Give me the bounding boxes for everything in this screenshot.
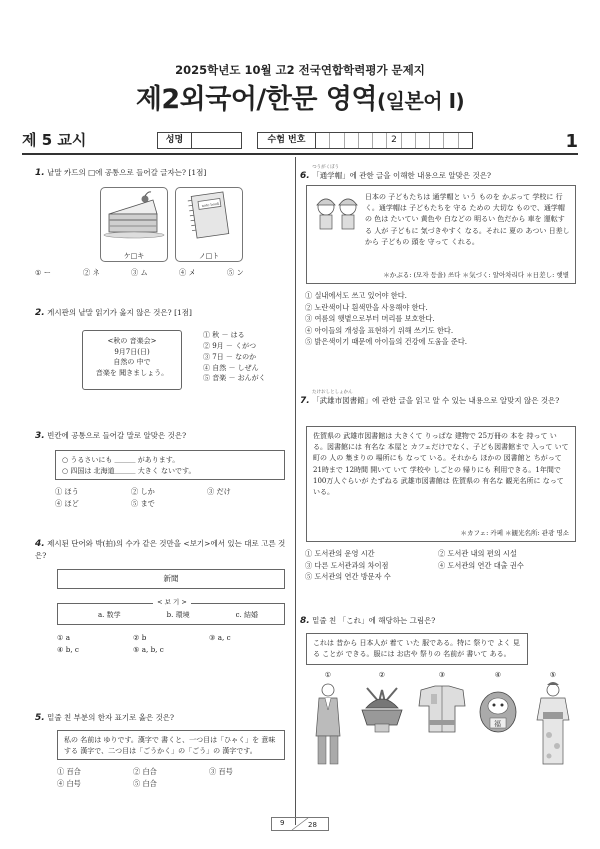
bogi-item: c. 結婚 (235, 611, 258, 619)
kimono-figure-icon (529, 680, 577, 768)
session-label: 제 5 교시 (22, 131, 87, 149)
number-cell[interactable] (444, 133, 458, 148)
option[interactable]: ① 百合 (57, 767, 81, 776)
option[interactable]: ② ネ (83, 268, 100, 277)
number-cell[interactable] (359, 133, 373, 148)
name-input-area[interactable] (192, 133, 241, 148)
option[interactable]: ③ 7日 － なのか (203, 352, 257, 361)
question-2 (35, 307, 285, 320)
number-cell[interactable] (402, 133, 416, 148)
number-cell[interactable] (330, 133, 344, 148)
notebook-icon (176, 188, 242, 240)
option-label: ⑤ (549, 670, 557, 679)
question-text: 밑줄 친 「これ」에 해당하는 그림은? (312, 616, 436, 625)
question-number: 7. (300, 396, 310, 406)
picture-option-5[interactable] (529, 670, 577, 772)
question-6 (300, 165, 578, 183)
option[interactable]: ③ ム (131, 268, 148, 277)
question-number: 2. (35, 308, 45, 318)
option[interactable]: ③ 다른 도서관과의 차이점 (305, 560, 389, 570)
word-card-notebook (175, 187, 243, 262)
question-8 (300, 615, 578, 628)
number-cell[interactable] (459, 133, 472, 148)
notice-line: 音楽を 聞きましょう。 (95, 368, 169, 377)
q5-text-box: 私の 名前は ゆりです。漢字で 書くと、一つ目は「ひゃく」を 意味する 漢字で、二つ目は「ごうかく」の「ごう」の 漢字です。 (57, 730, 285, 760)
bogi-box (57, 598, 285, 625)
question-number: 6. (300, 171, 310, 181)
option[interactable]: ③ だけ (207, 487, 231, 496)
option[interactable]: ⑤ 音楽 － おんがく (203, 374, 266, 383)
option[interactable]: ③ a, c (209, 633, 231, 642)
option[interactable]: ④ 아이들의 개성을 표현하기 위해 쓰기도 한다. (305, 325, 454, 335)
options-q4 (57, 632, 287, 656)
notice-board (82, 330, 182, 390)
number-cell[interactable] (373, 133, 387, 148)
children-hats-icon (313, 192, 361, 234)
current-page: 9 (280, 819, 285, 827)
total-pages: 28 (308, 821, 317, 829)
question-text: 밑줄 친 부분의 한자 표기로 옳은 것은? (47, 713, 175, 722)
question-4 (35, 538, 287, 562)
question-1 (35, 167, 285, 180)
subject-main: 제2외국어/한문 영역 (135, 84, 378, 115)
exam-number-label: 수험 번호 (258, 133, 316, 148)
option[interactable]: ② 9月 － くがつ (203, 341, 257, 350)
number-cell[interactable] (316, 133, 330, 148)
q7-passage: 佐賀県の 武雄市図書館は 大きくて りっぱな 建物で 25万冊の 本を 持って いる。図書館には 有名な 本屋と カフェだけでなく、子ども図書館まで 入って いて 町の 人の 集まりの 場所にも なって いる。それから ほかの 図書館と ちがって 21時まで 12時間 開いて いて 学校や しごとの 帰りにも 利用できる。1年間で 100万人ぐらいが たずねる 武雄市図書館は 佐賀県の 有名な 観光名所に なって いる。 (313, 432, 569, 496)
name-label: 성명 (158, 133, 192, 148)
card-label: ケ□キ (123, 252, 145, 261)
option[interactable]: ⑤ 밝은색이기 때문에 아이들의 건강에 도움을 준다. (305, 337, 468, 347)
page-number: 1 (565, 131, 578, 152)
suit-figure-icon (305, 680, 351, 768)
question-5 (35, 712, 285, 725)
option-label: ③ (438, 670, 446, 679)
q3-sentence-box (55, 450, 285, 480)
question-number: 4. (35, 539, 45, 549)
option[interactable]: ② 도서관 내의 편의 시설 (438, 549, 517, 558)
question-number: 1. (35, 168, 45, 178)
word-box: 新聞 (57, 569, 285, 589)
bogi-item: b. 環境 (166, 611, 190, 619)
sentence: ○ うるさいにも ＿＿＿ があります。 (62, 456, 180, 464)
cake-icon (101, 188, 167, 240)
notice-line: 9月7日(日) (114, 347, 150, 356)
option-label: ② (378, 670, 386, 679)
q8-passage-box: これは 昔から 日本人が 着て いた 服である。特に 祭りで よく 見る ことが できる。服には お店や 祭りの 名前が 書いて ある。 (306, 633, 528, 665)
picture-option-2[interactable] (357, 670, 407, 744)
option-label: ④ (494, 670, 502, 679)
options-q3 (55, 486, 285, 510)
option[interactable]: ⑤ ン (227, 268, 244, 277)
question-3 (35, 430, 285, 443)
option[interactable]: ⑤ a, b, c (133, 645, 164, 655)
picture-option-3[interactable] (415, 670, 469, 744)
subject-sub: (일본어 Ⅰ) (377, 89, 465, 113)
number-cell[interactable] (345, 133, 359, 148)
question-text: 제시된 단어와 박(拍)의 수가 같은 것만을 <보기>에서 있는 대로 고른 것은? (35, 539, 286, 561)
option[interactable]: ① 도서관의 운영 시간 (305, 549, 375, 558)
subject-title (0, 80, 600, 119)
picture-option-4[interactable] (473, 670, 523, 744)
notice-line: 自然の 中で (113, 358, 151, 366)
option[interactable]: ② 노란색이나 흰색만을 사용해야 한다. (305, 302, 428, 312)
daruma-character: 福 (494, 720, 501, 729)
option[interactable]: ④ b, c (57, 645, 79, 655)
question-text: 「通学帽」에 관한 글을 이해한 내용으로 알맞은 것은? (312, 171, 492, 180)
bogi-item: a. 数学 (98, 611, 121, 619)
option[interactable]: ④ ほど (55, 499, 79, 509)
page-indicator (271, 817, 329, 831)
sentence: ○ 四国は 北海道＿＿＿ 大きく ないです。 (62, 466, 196, 475)
option[interactable]: ④ 도서관의 연간 대출 권수 (438, 560, 524, 570)
furigana: たけおしとしょかん (312, 390, 353, 395)
question-number: 8. (300, 616, 310, 626)
daruma-icon (473, 680, 523, 740)
option[interactable]: ⑤ まで (131, 499, 155, 509)
option[interactable]: ② b (133, 633, 147, 642)
option[interactable]: ④ メ (179, 268, 196, 277)
kabuto-helmet-icon (357, 680, 407, 740)
option[interactable]: ① ー (35, 268, 51, 277)
question-text: 빈칸에 공통으로 들어갈 말로 알맞은 것은? (47, 431, 187, 440)
option[interactable]: ⑤ 도서관의 연간 방문자 수 (305, 572, 391, 582)
option[interactable]: ② しか (131, 487, 155, 496)
q7-passage-box (306, 426, 576, 542)
header-rule (22, 153, 578, 155)
option[interactable]: ⑤ 白合 (133, 779, 157, 789)
number-cell-prefilled: 2 (387, 133, 401, 148)
option[interactable]: ① ほう (55, 487, 79, 496)
footnote: ＊かぶる: (모자 등을) 쓰다 ＊気づく: 알아차리다 ＊日差し: 햇볕 (383, 270, 569, 279)
word-card-cake (100, 187, 168, 262)
question-number: 3. (35, 431, 45, 441)
options-q5 (57, 766, 287, 790)
options-q1 (35, 268, 290, 278)
option[interactable]: ① 秋 － はる (203, 331, 245, 339)
question-7 (300, 390, 578, 408)
number-cell[interactable] (430, 133, 444, 148)
question-number: 5. (35, 713, 45, 723)
furigana: つうがくぼう (312, 165, 340, 170)
question-text: 낱말 카드의 □에 공통으로 들어갈 글자는? [1점] (47, 168, 207, 177)
notebook-cover-text: note book (201, 201, 220, 209)
name-field[interactable] (157, 132, 242, 149)
question-text: 게시판의 낱말 읽기가 옳지 않은 것은? [1점] (47, 308, 192, 317)
column-divider (295, 157, 296, 825)
card-label: ノ□ト (198, 252, 220, 261)
session-row (22, 130, 578, 150)
q6-passage-box (306, 185, 576, 284)
option[interactable]: ④ 自然 － しぜん (203, 363, 259, 372)
number-cell[interactable] (416, 133, 430, 148)
options-q7 (305, 548, 577, 583)
footnote: ＊カフェ: 카페 ＊観光名所: 관광 명소 (460, 528, 569, 537)
option[interactable]: ④ 白号 (57, 779, 81, 789)
bogi-label: < 보 기 > (153, 598, 191, 606)
option[interactable]: ③ 百号 (209, 767, 233, 776)
options-q2 (203, 330, 288, 384)
option[interactable]: ① a (57, 633, 71, 642)
happi-coat-icon (415, 680, 469, 740)
exam-title: 2025학년도 10월 고2 전국연합학력평가 문제지 (175, 63, 425, 77)
question-text: 「武雄市図書館」에 관한 글을 읽고 알 수 있는 내용으로 알맞지 않은 것은? (312, 396, 560, 405)
option[interactable]: ③ 여름의 햇볕으로부터 머리를 보호한다. (305, 314, 435, 324)
notice-line: <秋の 音楽会> (107, 337, 157, 345)
options-q6 (305, 290, 575, 348)
option[interactable]: ② 白合 (133, 767, 157, 776)
option[interactable]: ① 실내에서도 쓰고 있어야 한다. (305, 291, 407, 300)
picture-option-1[interactable] (305, 670, 351, 772)
q6-passage: 日本の 子どもたちは 通学帽と いう ものを かぶって 学校に 行く。通学帽は 子どもたちを 守る ための 大切な もので、通学帽の 色は たいてい 黄色や 白などの 明るい 色だから 車を 運転する 人が 子どもに 気づきやすく なる。それに 夏の あつい 日差しから 子どもの 頭を 守って くれる。 (365, 193, 570, 246)
option-label: ① (324, 670, 332, 679)
q8-picture-options (305, 670, 580, 780)
exam-number-field[interactable] (257, 132, 473, 149)
